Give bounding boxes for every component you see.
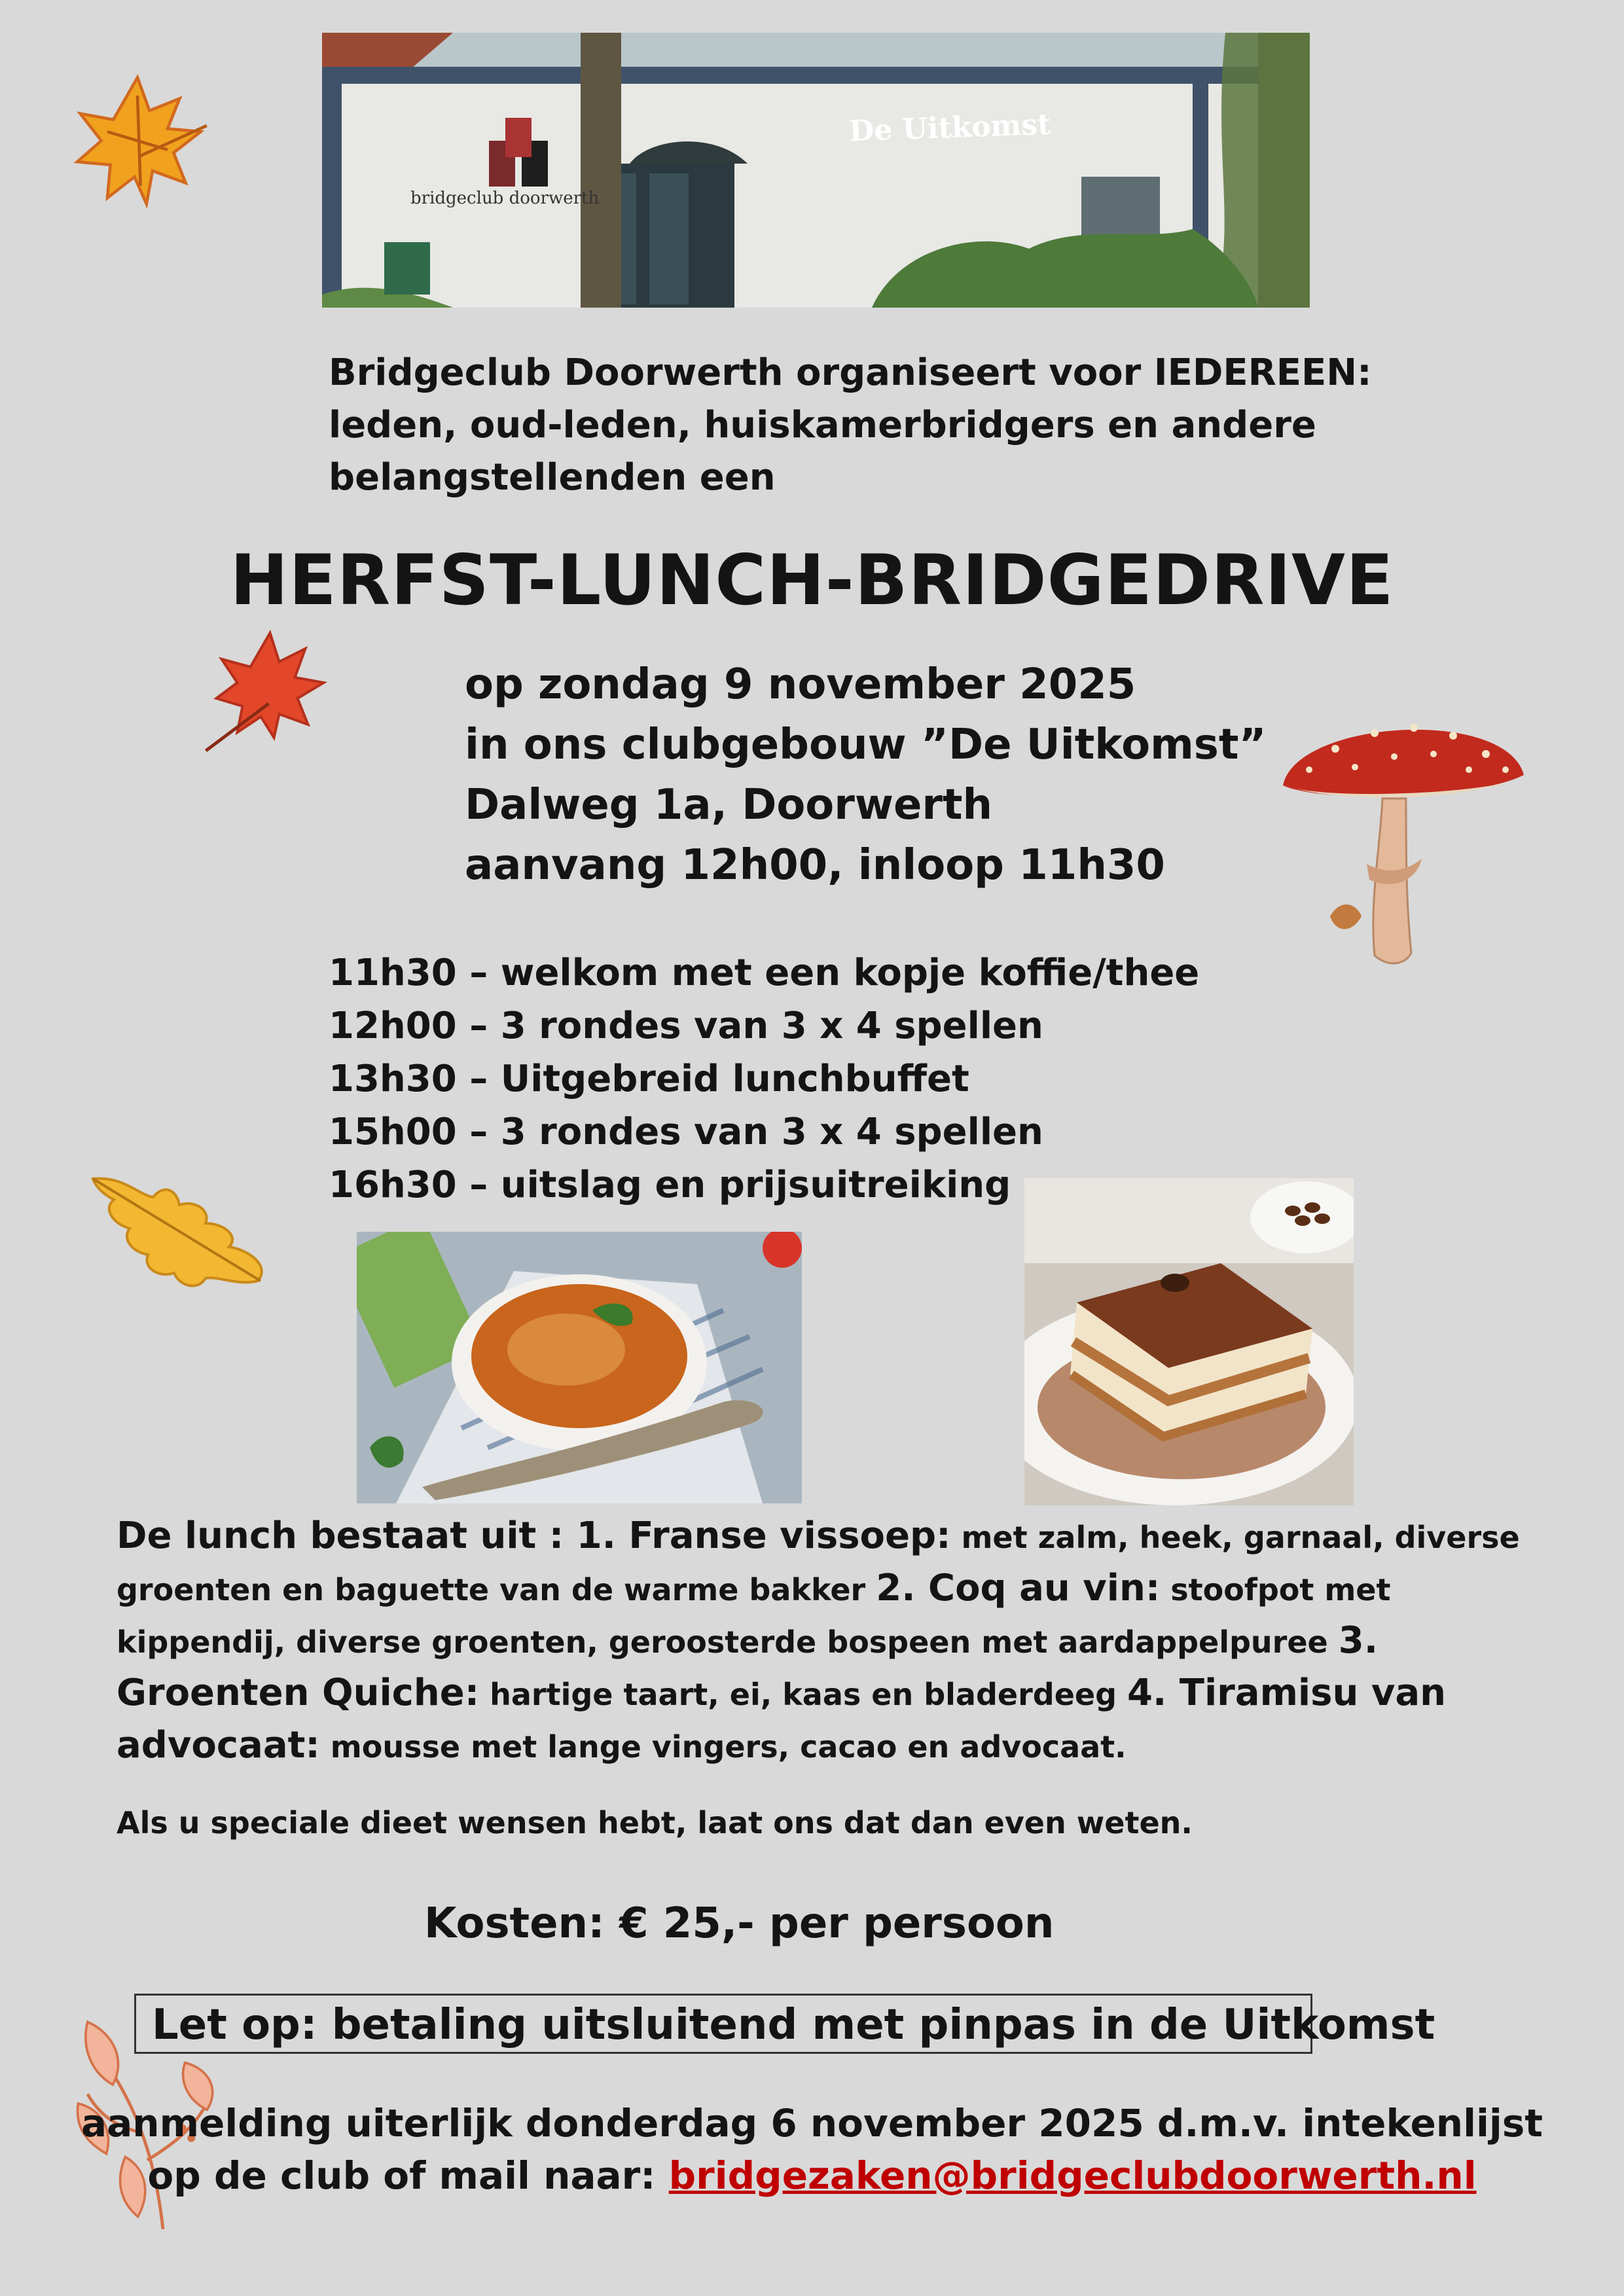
maple-leaf-orange-icon — [59, 65, 216, 216]
building-sign-text: De Uitkomst — [848, 107, 1052, 149]
event-title: HERFST-LUNCH-BRIDGEDRIVE — [230, 540, 1394, 620]
intro-line: leden, oud-leden, huiskamerbridgers en andere — [329, 404, 1316, 446]
cost-text: Kosten: € 25,- per persoon — [424, 1899, 1055, 1948]
registration-prefix: op de club of mail naar: — [147, 2153, 669, 2198]
event-venue: in ons clubgebouw ”De Uitkomst” — [465, 721, 1267, 769]
schedule-item: 12h00 – 3 rondes van 3 x 4 spellen — [329, 1005, 1043, 1047]
menu-intro: De lunch bestaat uit : — [117, 1515, 577, 1557]
payment-notice-text: Let op: betaling uitsluitend met pinpas in de Uitkomst — [152, 2001, 1435, 2049]
menu-item-desc: mousse met lange vingers, cacao en advocaat. — [319, 1729, 1127, 1765]
menu-item-title: 3. Groenten Quiche: — [117, 1619, 1378, 1714]
menu-item-title: 1. Franse vissoep: — [576, 1515, 951, 1557]
intro-line: belangstellenden een — [329, 456, 776, 499]
club-logo-text: bridgeclub doorwerth — [410, 188, 600, 208]
schedule-item: 11h30 – welkom met een kopje koffie/thee — [329, 952, 1200, 994]
event-details — [465, 655, 1267, 895]
event-address: Dalweg 1a, Doorwerth — [465, 781, 993, 829]
lunch-menu-paragraph — [117, 1511, 1563, 1772]
diet-note: Als u speciale dieet wensen hebt, laat ons dat dan even weten. — [117, 1805, 1193, 1840]
menu-item-desc: met zalm, heek, garnaal, diverse groenten en baguette van de warme bakker — [117, 1520, 1520, 1607]
registration-line-2 — [0, 2153, 1624, 2198]
event-start: aanvang 12h00, inloop 11h30 — [465, 841, 1165, 889]
soup-photo — [357, 1232, 802, 1503]
mushroom-icon — [1270, 694, 1532, 969]
intro-line: Bridgeclub Doorwerth organiseert voor IEDEREEN: — [329, 351, 1372, 394]
schedule-item: 15h00 – 3 rondes van 3 x 4 spellen — [329, 1111, 1043, 1153]
maple-leaf-red-icon — [193, 625, 334, 756]
menu-item-title: 4. Tiramisu van advocaat: — [117, 1672, 1446, 1767]
event-date: op zondag 9 november 2025 — [465, 660, 1136, 709]
registration-line-1: aanmelding uiterlijk donderdag 6 november 2025 d.m.v. intekenlijst — [81, 2101, 1543, 2145]
menu-item-desc: stoofpot met kippendij, diverse groenten, geroosterde bospeen met aardappelpuree — [117, 1572, 1391, 1660]
schedule-item: 16h30 – uitslag en prijsuitreiking — [329, 1164, 1011, 1206]
schedule-list — [329, 946, 1199, 1211]
email-link[interactable]: bridgezaken@bridgeclubdoorwerth.nl — [668, 2153, 1477, 2198]
clubhouse-photo — [322, 33, 1310, 308]
tiramisu-photo — [1024, 1178, 1354, 1505]
menu-item-title: 2. Coq au vin: — [876, 1567, 1161, 1609]
oak-leaf-yellow-icon — [85, 1168, 281, 1293]
intro-text — [329, 347, 1371, 504]
payment-notice-box — [134, 1994, 1435, 2054]
schedule-item: 13h30 – Uitgebreid lunchbuffet — [329, 1058, 969, 1100]
menu-item-desc: hartige taart, ei, kaas en bladerdeeg — [479, 1677, 1128, 1712]
